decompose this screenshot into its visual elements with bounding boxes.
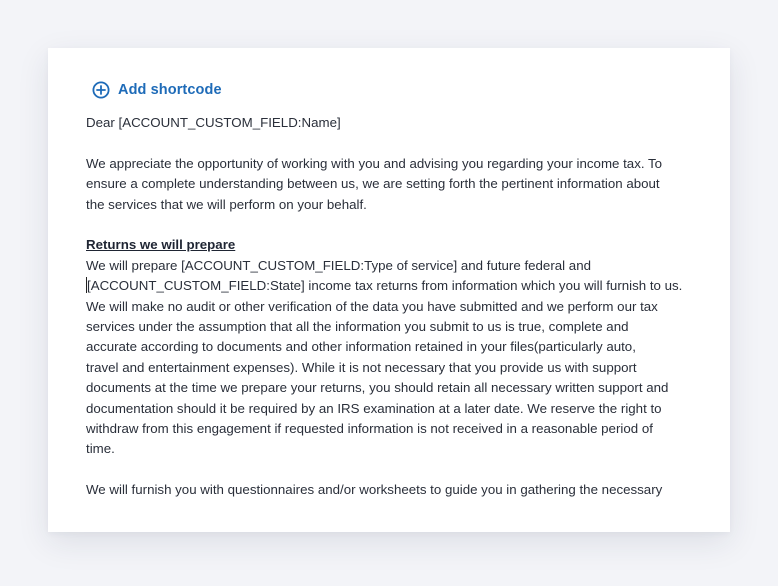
- intro-line-3: the services that we will perform on your behalf.: [86, 196, 367, 212]
- plus-circle-icon: [92, 81, 110, 99]
- section-line-10: time.: [86, 441, 115, 457]
- section-line-2-text: [ACCOUNT_CUSTOM_FIELD:State] income tax returns from information which you will furnish to us.: [87, 278, 683, 294]
- section-line-8: documentation should it be required by an IRS examination at a later date. We reserve the right to: [86, 400, 662, 416]
- add-shortcode-button[interactable]: [92, 80, 686, 100]
- section-line-2: [86, 276, 686, 296]
- section-line-7: documents at the time we prepare your returns, you should retain all necessary written support and: [86, 380, 669, 396]
- letter-text-area[interactable]: [86, 113, 686, 501]
- intro-line-1: We appreciate the opportunity of working with you and advising you regarding your income tax. To: [86, 155, 663, 171]
- section-line-5: accurate according to documents and other information retained in your files(particularly auto,: [86, 339, 636, 355]
- salutation: Dear [ACCOUNT_CUSTOM_FIELD:Name]: [86, 115, 341, 130]
- add-shortcode-label: Add shortcode: [118, 82, 222, 98]
- section-line-4: services under the assumption that all the information you submit to us is true, complete and: [86, 319, 629, 335]
- editor-content: [86, 80, 686, 501]
- closing-line: We will furnish you with questionnaires and/or worksheets to guide you in gathering the necessary: [86, 482, 663, 498]
- section-line-1: We will prepare [ACCOUNT_CUSTOM_FIELD:Type of service] and future federal and: [86, 257, 591, 273]
- section-heading: Returns we will prepare: [86, 237, 236, 253]
- section-line-6: travel and entertainment expenses). While it is not necessary that you provide us with support: [86, 359, 637, 375]
- section-line-3: We will make no audit or other verification of the data you have submitted and we perform our tax: [86, 298, 658, 314]
- section-line-9: withdraw from this engagement if requested information is not received in a reasonable period of: [86, 421, 653, 437]
- document-editor-card: [48, 48, 730, 532]
- intro-line-2: ensure a complete understanding between us, we are setting forth the pertinent information about: [86, 176, 660, 192]
